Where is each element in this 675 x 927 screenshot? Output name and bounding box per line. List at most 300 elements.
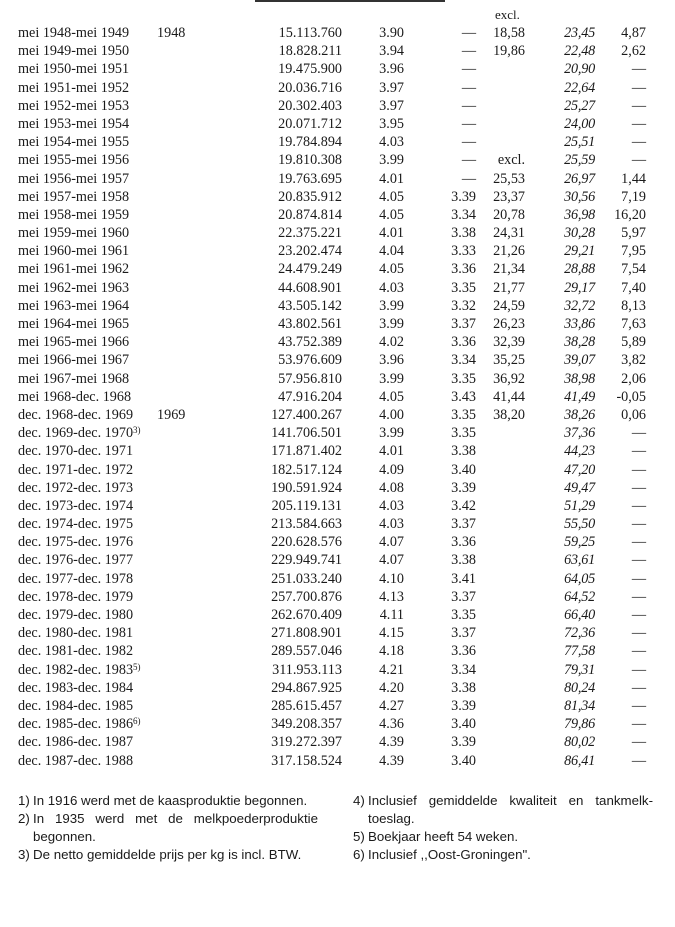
period-cell: mei 1962-mei 1963 (18, 279, 130, 296)
value-cell: 44.608.901 (278, 279, 342, 296)
difference-cell: 5,97 (621, 225, 646, 242)
value-cell: 213.584.663 (271, 516, 342, 533)
price-d-cell: 25,59 (564, 152, 595, 169)
footnote-number: 2) (18, 811, 30, 826)
table-row (0, 97, 675, 115)
difference-cell: 5,89 (621, 334, 646, 351)
price-b-cell: 3.36 (451, 643, 476, 660)
price-d-cell: 29,21 (564, 243, 595, 260)
period-cell: mei 1968-dec. 1968 (18, 388, 132, 405)
price-b-cell: — (461, 115, 476, 132)
table-row (0, 260, 675, 278)
period-cell: dec. 1975-dec. 1976 (18, 534, 134, 551)
period-cell: dec. 1970-dec. 1971 (18, 443, 134, 460)
price-c-cell: 23,37 (493, 188, 525, 205)
price-a-cell: 3.97 (379, 97, 404, 114)
period-cell (18, 424, 141, 442)
price-b-cell: 3.35 (451, 279, 476, 296)
difference-cell: — (631, 534, 646, 551)
difference-cell: — (631, 697, 646, 714)
value-cell: 271.808.901 (271, 625, 342, 642)
price-b-cell: 3.38 (451, 225, 476, 242)
difference-cell: 2,06 (621, 370, 646, 387)
difference-cell: — (631, 79, 646, 96)
price-a-cell: 4.03 (379, 497, 404, 514)
table-row (0, 570, 675, 588)
price-b-cell: — (461, 25, 476, 41)
price-a-cell: 4.13 (379, 588, 404, 605)
table-row (0, 733, 675, 751)
value-cell: 220.628.576 (271, 534, 342, 551)
price-b-cell: — (461, 61, 476, 78)
footnotes-left (18, 792, 318, 864)
price-b-cell: 3.39 (451, 734, 476, 751)
table-row (0, 279, 675, 297)
price-b-cell: 3.36 (451, 534, 476, 551)
period-cell: mei 1950-mei 1951 (18, 61, 130, 78)
difference-cell: — (631, 497, 646, 514)
price-b-cell: 3.34 (451, 661, 476, 678)
difference-cell: — (631, 643, 646, 660)
period-cell: dec. 1973-dec. 1974 (18, 497, 134, 514)
table-row (0, 442, 675, 460)
price-b-cell: 3.36 (451, 261, 476, 278)
price-d-cell: 30,56 (564, 188, 595, 205)
price-b-cell: — (461, 152, 476, 169)
period-cell: dec. 1987-dec. 1988 (18, 752, 134, 769)
value-cell: 53.976.609 (278, 352, 342, 369)
difference-cell: 1,44 (621, 170, 646, 187)
price-a-cell: 4.05 (379, 388, 404, 405)
difference-cell: — (631, 516, 646, 533)
price-b-cell: 3.43 (451, 388, 476, 405)
period-cell: mei 1951-mei 1952 (18, 79, 130, 96)
price-a-cell: 4.03 (379, 516, 404, 533)
price-d-cell: 22,48 (564, 43, 595, 60)
price-b-cell: 3.36 (451, 334, 476, 351)
footnote (18, 810, 318, 846)
table-row (0, 661, 675, 679)
price-d-cell: 59,25 (564, 534, 595, 551)
price-a-cell: 4.07 (379, 552, 404, 569)
table-row (0, 606, 675, 624)
period-cell: dec. 1978-dec. 1979 (18, 588, 134, 605)
price-d-cell: 38,26 (564, 406, 595, 423)
value-cell: 285.615.457 (271, 697, 342, 714)
value-cell: 24.479.249 (278, 261, 342, 278)
value-cell: 289.557.046 (271, 643, 342, 660)
difference-cell: 7,19 (621, 188, 646, 205)
price-a-cell: 3.96 (379, 352, 404, 369)
price-b-cell: 3.39 (451, 697, 476, 714)
difference-cell: — (631, 552, 646, 569)
price-a-cell: 4.04 (379, 243, 404, 260)
price-d-cell: 55,50 (564, 516, 595, 533)
period-cell: dec. 1972-dec. 1973 (18, 479, 134, 496)
value-cell: 22.375.221 (278, 225, 342, 242)
price-a-cell: 4.00 (379, 406, 404, 423)
price-d-cell: 38,98 (564, 370, 595, 387)
price-b-cell: 3.41 (451, 570, 476, 587)
period-cell (18, 715, 141, 733)
price-b-cell: 3.37 (451, 516, 476, 533)
table-row (0, 351, 675, 369)
footnote-text: Inclusief ,,Oost-Groningen". (368, 847, 531, 862)
value-cell: 311.953.113 (272, 661, 342, 678)
value-cell: 57.956.810 (278, 370, 342, 387)
period-text: dec. 1985-dec. 1986 (18, 716, 134, 733)
period-cell: dec. 1968-dec. 1969 (18, 406, 134, 423)
price-d-cell: 80,02 (564, 734, 595, 751)
price-a-cell: 3.99 (379, 297, 404, 314)
period-cell (18, 661, 141, 679)
period-cell: mei 1956-mei 1957 (18, 170, 130, 187)
price-a-cell: 4.39 (379, 734, 404, 751)
price-d-cell: 22,64 (564, 79, 595, 96)
difference-cell: — (631, 115, 646, 132)
price-c-cell: 19,86 (493, 43, 525, 60)
footnote-number: 6) (353, 847, 365, 862)
price-c-cell: 26,23 (493, 316, 525, 332)
price-b-cell: 3.37 (451, 625, 476, 642)
price-a-cell: 3.99 (379, 425, 404, 442)
footnote-number: 5) (353, 829, 365, 844)
difference-cell: 7,54 (621, 261, 646, 278)
period-cell: mei 1949-mei 1950 (18, 43, 130, 60)
difference-cell: 2,62 (621, 43, 646, 60)
table-row (0, 424, 675, 442)
price-a-cell: 3.95 (379, 115, 404, 132)
price-a-cell: 4.36 (379, 716, 404, 733)
footnote-text: Inclusief gemiddelde kwaliteit en tankmelk-toeslag. (368, 793, 653, 826)
value-cell: 19.810.308 (278, 152, 342, 169)
price-a-cell: 3.99 (379, 152, 404, 169)
table-row (0, 479, 675, 497)
price-a-cell: 3.94 (379, 43, 404, 60)
price-d-cell: 25,27 (564, 97, 595, 114)
table-row (0, 133, 675, 151)
difference-cell: 7,63 (621, 316, 646, 332)
price-a-cell: 3.90 (379, 25, 404, 41)
value-cell: 19.784.894 (278, 134, 342, 151)
price-c-cell: 35,25 (493, 352, 525, 369)
table-row (0, 315, 675, 333)
table-row (0, 551, 675, 569)
table-row (0, 370, 675, 388)
value-cell: 20.071.712 (278, 115, 342, 132)
value-cell: 20.874.814 (278, 206, 342, 223)
price-a-cell: 4.05 (379, 261, 404, 278)
footnote (18, 846, 318, 864)
price-b-cell: — (461, 43, 476, 60)
value-cell: 257.700.876 (271, 588, 342, 605)
price-a-cell: 3.97 (379, 79, 404, 96)
price-c-cell: 41,44 (493, 388, 525, 405)
value-cell: 141.706.501 (271, 425, 342, 442)
footnote-number: 4) (353, 793, 365, 808)
period-cell: mei 1967-mei 1968 (18, 370, 130, 387)
difference-cell: — (631, 152, 646, 169)
difference-cell: 3,82 (621, 352, 646, 369)
difference-cell: — (631, 607, 646, 623)
price-b-cell: 3.35 (451, 370, 476, 387)
price-a-cell: 4.01 (379, 170, 404, 187)
difference-cell: 7,95 (621, 243, 646, 260)
table-row (0, 624, 675, 642)
price-d-cell: 24,00 (564, 115, 595, 132)
footnote (353, 828, 653, 846)
footnote-number: 3) (18, 847, 30, 862)
price-b-cell: 3.39 (451, 188, 476, 205)
footnote-ref: 6) (133, 716, 141, 727)
price-b-cell: 3.40 (451, 461, 476, 478)
price-d-cell: 37,36 (564, 425, 595, 442)
price-b-cell: — (461, 134, 476, 151)
price-b-cell: — (461, 97, 476, 114)
difference-cell: — (631, 734, 646, 751)
footnote (353, 792, 653, 828)
period-text: dec. 1982-dec. 1983 (18, 661, 134, 678)
table-row (0, 497, 675, 515)
difference-cell: — (631, 479, 646, 496)
table-row (0, 24, 675, 42)
table-row (0, 151, 675, 169)
price-a-cell: 4.03 (379, 279, 404, 296)
table-row (0, 642, 675, 660)
difference-cell: — (631, 588, 646, 605)
price-b-cell: 3.37 (451, 316, 476, 332)
value-cell: 23.202.474 (278, 243, 342, 260)
footnote (18, 792, 318, 810)
price-c-cell: 32,39 (493, 334, 525, 351)
table-row (0, 697, 675, 715)
period-cell: mei 1952-mei 1953 (18, 97, 130, 114)
price-d-cell: 49,47 (564, 479, 595, 496)
value-cell: 182.517.124 (271, 461, 342, 478)
price-b-cell: 3.37 (451, 588, 476, 605)
table-row (0, 715, 675, 733)
price-a-cell: 4.02 (379, 334, 404, 351)
price-d-cell: 47,20 (564, 461, 595, 478)
period-cell: dec. 1980-dec. 1981 (18, 625, 134, 642)
period-text: dec. 1969-dec. 1970 (18, 425, 134, 442)
price-d-cell: 20,90 (564, 61, 595, 78)
footnotes-right (353, 792, 653, 864)
period-cell: dec. 1983-dec. 1984 (18, 679, 134, 696)
value-cell: 349.208.357 (271, 716, 342, 733)
value-cell: 127.400.267 (271, 406, 342, 423)
price-b-cell: 3.42 (451, 497, 476, 514)
price-d-cell: 77,58 (564, 643, 595, 660)
price-b-cell: 3.40 (451, 716, 476, 733)
price-b-cell: 3.35 (451, 425, 476, 442)
value-cell: 262.670.409 (271, 607, 342, 623)
price-d-cell: 36,98 (564, 206, 595, 223)
value-cell: 317.158.524 (271, 752, 342, 769)
price-d-cell: 33,86 (564, 316, 595, 332)
value-cell: 171.871.402 (271, 443, 342, 460)
period-cell: mei 1953-mei 1954 (18, 115, 130, 132)
difference-cell: — (631, 752, 646, 769)
value-cell: 205.119.131 (271, 497, 342, 514)
period-cell: dec. 1984-dec. 1985 (18, 697, 134, 714)
price-c-cell: 36,92 (493, 370, 525, 387)
period-cell: dec. 1979-dec. 1980 (18, 607, 134, 623)
price-b-cell: 3.38 (451, 552, 476, 569)
table-row (0, 515, 675, 533)
price-d-cell: 51,29 (564, 497, 595, 514)
value-cell: 20.835.912 (278, 188, 342, 205)
table-row (0, 60, 675, 78)
difference-cell: — (631, 716, 646, 733)
price-d-cell: 81,34 (564, 697, 595, 714)
price-a-cell: 4.01 (379, 443, 404, 460)
price-d-cell: 39,07 (564, 352, 595, 369)
price-a-cell: 4.05 (379, 206, 404, 223)
price-b-cell: 3.39 (451, 479, 476, 496)
table-row (0, 752, 675, 770)
difference-cell: — (631, 661, 646, 678)
price-c-cell: 24,59 (493, 297, 525, 314)
price-b-cell: 3.34 (451, 352, 476, 369)
footnote-text: In 1916 werd met de kaasproduktie begonnen. (33, 793, 308, 808)
price-d-cell: 38,28 (564, 334, 595, 351)
value-cell: 19.763.695 (278, 170, 342, 187)
period-cell: mei 1963-mei 1964 (18, 297, 130, 314)
difference-cell: 16,20 (614, 206, 646, 223)
period-cell: mei 1966-mei 1967 (18, 352, 130, 369)
price-b-cell: 3.40 (451, 752, 476, 769)
difference-cell: — (631, 461, 646, 478)
footnote (353, 846, 653, 864)
table-row (0, 406, 675, 424)
price-a-cell: 4.01 (379, 225, 404, 242)
table-row (0, 188, 675, 206)
value-cell: 18.828.211 (278, 43, 342, 60)
value-cell: 19.475.900 (278, 61, 342, 78)
price-a-cell: 4.11 (379, 607, 404, 623)
price-d-cell: 29,17 (564, 279, 595, 296)
price-a-cell: 4.08 (379, 479, 404, 496)
difference-cell: — (631, 570, 646, 587)
price-d-cell: 79,31 (564, 661, 595, 678)
price-a-cell: 4.27 (379, 697, 404, 714)
price-d-cell: 25,51 (564, 134, 595, 151)
top-rule (255, 0, 445, 2)
price-b-cell: 3.34 (451, 206, 476, 223)
value-cell: 190.591.924 (271, 479, 342, 496)
table-row (0, 461, 675, 479)
price-d-cell: 72,36 (564, 625, 595, 642)
period-cell: mei 1954-mei 1955 (18, 134, 130, 151)
price-d-cell: 26,97 (564, 170, 595, 187)
price-a-cell: 4.07 (379, 534, 404, 551)
price-d-cell: 41,49 (564, 388, 595, 405)
price-d-cell: 64,05 (564, 570, 595, 587)
price-a-cell: 4.18 (379, 643, 404, 660)
data-table (0, 24, 675, 770)
price-b-cell: 3.38 (451, 679, 476, 696)
table-row (0, 679, 675, 697)
value-cell: 319.272.397 (271, 734, 342, 751)
price-c-cell: 21,34 (493, 261, 525, 278)
table-row (0, 206, 675, 224)
difference-cell: — (631, 443, 646, 460)
price-d-cell: 64,52 (564, 588, 595, 605)
price-a-cell: 3.99 (379, 316, 404, 332)
period-cell: mei 1960-mei 1961 (18, 243, 130, 260)
price-a-cell: 4.21 (379, 661, 404, 678)
price-d-cell: 30,28 (564, 225, 595, 242)
table-row (0, 333, 675, 351)
price-a-cell: 4.15 (379, 625, 404, 642)
period-cell: mei 1959-mei 1960 (18, 225, 130, 242)
price-b-cell: 3.32 (451, 297, 476, 314)
table-row (0, 533, 675, 551)
difference-cell: 0,06 (621, 406, 646, 423)
footnote-number: 1) (18, 793, 30, 808)
value-cell: 15.113.760 (278, 25, 342, 41)
difference-cell: -0,05 (616, 388, 646, 405)
value-cell: 294.867.925 (271, 679, 342, 696)
period-cell: mei 1965-mei 1966 (18, 334, 130, 351)
value-cell: 20.302.403 (278, 97, 342, 114)
excl-note: excl. (495, 7, 520, 22)
price-d-cell: 28,88 (564, 261, 595, 278)
footnote-text: De netto gemiddelde prijs per kg is incl. BTW. (33, 847, 302, 862)
period-cell: dec. 1977-dec. 1978 (18, 570, 134, 587)
price-d-cell: 63,61 (564, 552, 595, 569)
difference-cell: 7,40 (621, 279, 646, 296)
period-cell: dec. 1974-dec. 1975 (18, 516, 134, 533)
price-d-cell: 86,41 (564, 752, 595, 769)
price-c-cell: 18,58 (493, 25, 525, 41)
price-d-cell: 23,45 (564, 25, 595, 41)
period-cell: mei 1964-mei 1965 (18, 316, 130, 332)
period-cell: dec. 1976-dec. 1977 (18, 552, 134, 569)
price-a-cell: 4.03 (379, 134, 404, 151)
price-a-cell: 4.05 (379, 188, 404, 205)
period-cell: dec. 1971-dec. 1972 (18, 461, 134, 478)
table-row (0, 115, 675, 133)
value-cell: 43.505.142 (278, 297, 342, 314)
table-row (0, 588, 675, 606)
price-c-cell: 25,53 (493, 170, 525, 187)
difference-cell: — (631, 679, 646, 696)
price-c-cell: 21,26 (493, 243, 525, 260)
price-b-cell: 3.35 (451, 607, 476, 623)
value-cell: 229.949.741 (271, 552, 342, 569)
price-a-cell: 4.39 (379, 752, 404, 769)
price-d-cell: 79,86 (564, 716, 595, 733)
price-a-cell: 3.96 (379, 61, 404, 78)
price-d-cell: 66,40 (564, 607, 595, 623)
price-c-cell: 38,20 (493, 406, 525, 423)
price-d-cell: 80,24 (564, 679, 595, 696)
difference-cell: — (631, 134, 646, 151)
table-row (0, 242, 675, 260)
price-c-cell: 21,77 (493, 279, 525, 296)
price-c-cell: excl. (497, 152, 525, 169)
table-row (0, 224, 675, 242)
value-cell: 251.033.240 (271, 570, 342, 587)
footnote-ref: 5) (133, 661, 141, 672)
price-b-cell: — (461, 79, 476, 96)
table-row (0, 297, 675, 315)
footnote-text: Boekjaar heeft 54 weken. (368, 829, 519, 844)
price-a-cell: 4.09 (379, 461, 404, 478)
price-d-cell: 44,23 (564, 443, 595, 460)
